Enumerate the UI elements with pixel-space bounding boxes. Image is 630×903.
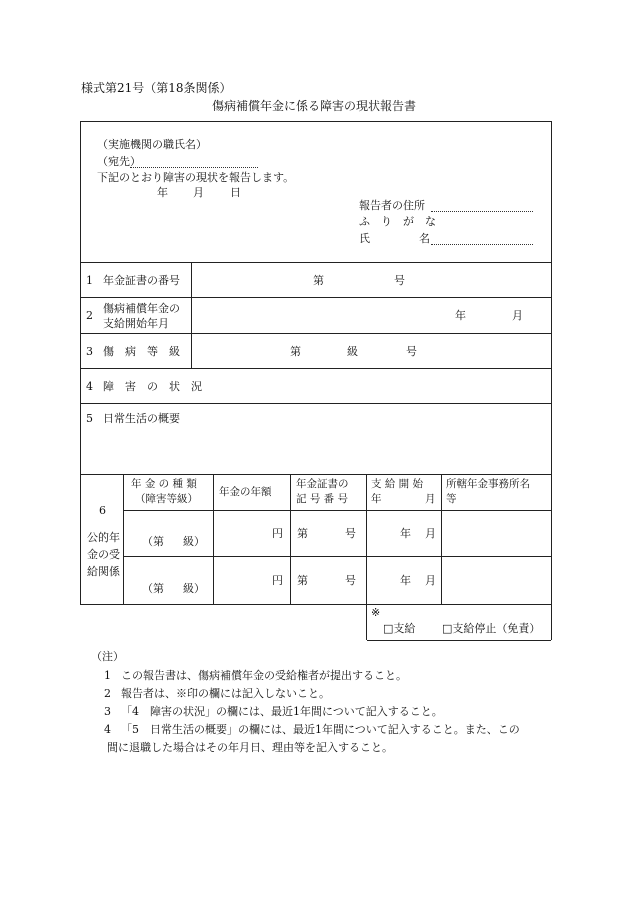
date-month: 月	[193, 186, 204, 199]
note-text-continued: 間に退職した場合はその年月日、理由等を記入すること。	[107, 741, 393, 754]
row2-label-line2: 支給開始年月	[103, 317, 169, 330]
row2-year: 年	[455, 309, 466, 322]
note-text: 「5 日常生活の概要」の欄には、最近1年間について記入すること。また、この	[121, 723, 520, 736]
row1-dai: 第	[313, 274, 324, 287]
start-year: 年	[400, 574, 411, 587]
cert-dai: 第	[297, 527, 308, 540]
notes-title: （注）	[91, 650, 124, 663]
note-text: この報告書は、傷病補償年金の受給権者が提出すること。	[121, 669, 407, 682]
col-type-header-2: （障害等級）	[135, 493, 198, 505]
row3-go: 号	[406, 345, 417, 358]
payment-checkbox[interactable]: □支給	[383, 622, 416, 635]
row5-number: 5	[86, 412, 93, 425]
grade-close: 級）	[183, 535, 205, 548]
office-use-mark: ※	[371, 606, 381, 619]
row3-dai: 第	[290, 345, 301, 358]
start-month: 月	[425, 574, 436, 587]
col-type-header-1: 年 金 の 種 類	[131, 478, 197, 490]
name-line[interactable]	[431, 244, 533, 245]
row3-number: 3	[86, 345, 93, 358]
statement-text: 下記のとおり障害の現状を報告します。	[97, 171, 295, 184]
name-label-b: 名	[419, 232, 430, 245]
start-year: 年	[400, 527, 411, 540]
col-cert-header-2: 記 号 番 号	[296, 493, 349, 505]
row3-label: 傷 病 等 級	[103, 345, 180, 358]
yen-unit: 円	[272, 574, 283, 587]
row2-label-line1: 傷病補償年金の	[103, 302, 180, 315]
reporter-address-label: 報告者の住所	[359, 199, 425, 212]
furigana-label: ふ り が な	[359, 215, 436, 228]
row4-label: 障 害 の 状 況	[103, 380, 202, 393]
date-day: 日	[230, 186, 241, 199]
form-number: 様式第21号（第18条関係）	[81, 81, 232, 95]
note-text: 報告者は、※印の欄には記入しないこと。	[121, 687, 330, 700]
yen-unit: 円	[272, 527, 283, 540]
grade-open: （第	[142, 582, 164, 595]
date-year: 年	[157, 186, 168, 199]
document-title: 傷病補償年金に係る障害の現状報告書	[212, 99, 417, 113]
row1-go: 号	[394, 274, 405, 287]
note-number: 2	[104, 687, 111, 700]
start-month: 月	[425, 527, 436, 540]
col-cert-header-1: 年金証書の	[296, 478, 349, 490]
row6-side-line3: 給関係	[87, 565, 120, 578]
agency-label: （実施機関の職氏名）	[97, 138, 207, 151]
reporter-address-line[interactable]	[431, 211, 533, 212]
row2-number: 2	[86, 309, 93, 322]
row5-label: 日常生活の概要	[103, 412, 180, 425]
col-start-header-2a: 年	[371, 493, 382, 505]
name-label-a: 氏	[359, 232, 370, 245]
row2-month: 月	[512, 309, 523, 322]
note-number: 4	[104, 723, 111, 736]
cert-go: 号	[345, 527, 356, 540]
col-office-header-2: 等	[446, 493, 457, 505]
row4-number: 4	[86, 380, 93, 393]
note-number: 1	[104, 669, 111, 682]
note-number: 3	[104, 705, 111, 718]
row3-kyu: 級	[347, 345, 358, 358]
cert-dai: 第	[297, 574, 308, 587]
col-amount-header: 年金の年額	[219, 486, 272, 498]
cert-go: 号	[345, 574, 356, 587]
row1-number: 1	[86, 274, 93, 287]
col-start-header-1: 支 給 開 始	[371, 478, 424, 490]
addressee-label: （宛先）	[97, 155, 141, 168]
addressee-line[interactable]	[130, 167, 258, 168]
row1-label: 年金証書の番号	[103, 274, 180, 287]
note-text: 「4 障害の状況」の欄には、最近1年間について記入すること。	[121, 705, 443, 718]
col-start-header-2b: 月	[425, 493, 436, 505]
suspension-checkbox[interactable]: □支給停止（免責）	[442, 622, 541, 635]
row6-number: 6	[99, 504, 106, 517]
col-office-header-1: 所轄年金事務所名	[446, 478, 530, 490]
row6-side-line1: 公的年	[87, 531, 120, 544]
row6-side-line2: 金の受	[87, 548, 120, 561]
grade-open: （第	[142, 535, 164, 548]
grade-close: 級）	[183, 582, 205, 595]
